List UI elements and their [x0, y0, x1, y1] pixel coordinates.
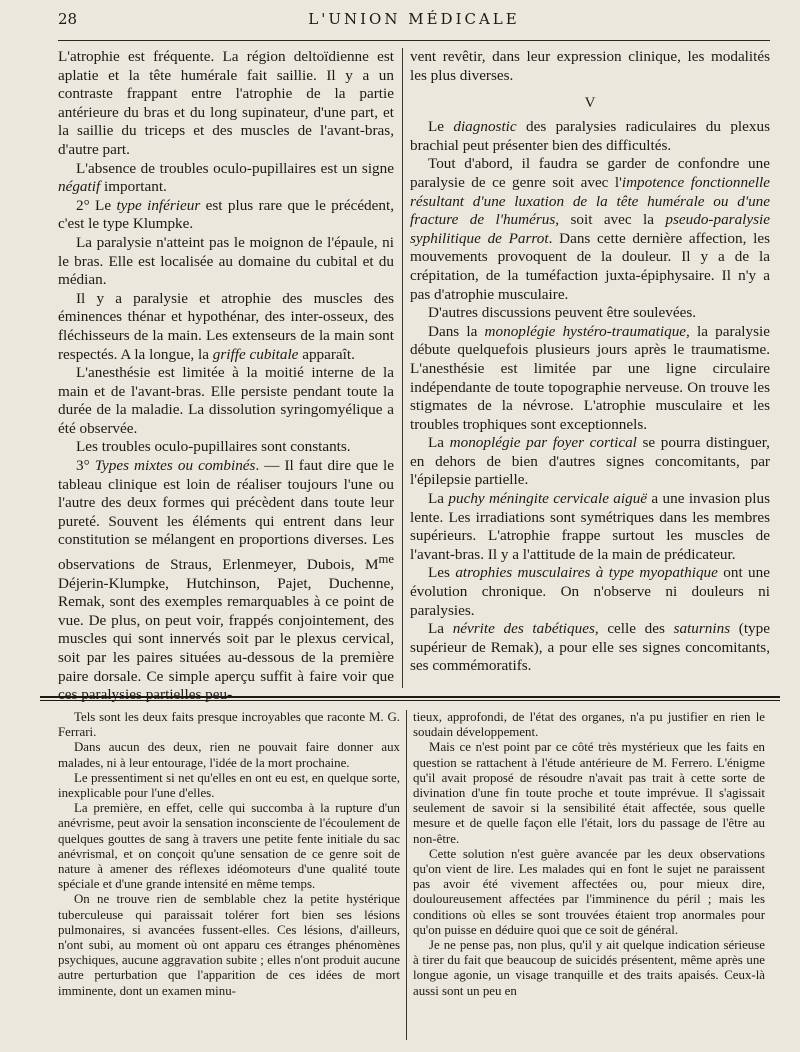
upper-right-column	[410, 48, 770, 688]
page-number: 28	[58, 10, 78, 28]
column-divider	[406, 710, 407, 1040]
paragraph: Le diagnostic des paralysies radiculaires du plexus brachial peut présenter bien des difficultés.	[410, 118, 770, 154]
upper-left-column	[58, 48, 395, 704]
paragraph: Les atrophies musculaires à type myopathique ont une évolution chronique. On n'observe ni douleurs ni paralysies.	[410, 564, 770, 619]
paragraph: Dans aucun des deux, rien ne pouvait faire donner aux malades, ni à leur entourage, l'idée de la mort prochaine.	[58, 740, 400, 770]
paragraph: Je ne pense pas, non plus, qu'il y ait quelque indication sérieuse à tirer du fait que beaucoup de suicidés présentent, même après une longue agonie, un visage tranquille et des traits apaisés. Ceux-là aussi sont un peu en	[413, 938, 765, 998]
column-divider	[402, 48, 403, 688]
paragraph: On ne trouve rien de semblable chez la petite hystérique tuberculeuse qui paraissait tolérer fort bien ses lésions pulmonaires, si avancées fussent-elles. Ces lésions, d'ailleurs, n'ont subi, au moment où ont apparu ces étranges phénomènes psychiques, aucune aggravation subite ; elles n'ont produit aucune autre perturbation que l'apparition de ces idées de mort imminente, dont un examen minu-	[58, 892, 400, 998]
paragraph: Tels sont les deux faits presque incroyables que raconte M. G. Ferrari.	[58, 710, 400, 740]
paragraph: D'autres discussions peuvent être soulevées.	[428, 304, 697, 322]
running-title: L'UNION MÉDICALE	[308, 10, 520, 28]
paragraph: Tout d'abord, il faudra se garder de confondre une paralysie de ce genre soit avec l'impotence fonctionnelle résultant d'une luxation de la tête humérale ou d'une fracture de l'humérus, soit avec la pseudo-paralysie syphilitique de Parrot. Dans cette dernière affection, les mouvements provoquent de la douleur. Il y a de la crépitation, de la tuméfaction juxta-épiphysaire. Il n'y a pas d'atrophie musculaire.	[410, 155, 771, 303]
lower-right-column	[413, 710, 765, 1040]
paragraph: L'atrophie est fréquente. La région deltoïdienne est aplatie et la tête humérale fait saillie. Il y a un contraste frappant entre l'atrophie de la partie antérieure du bras et du long supinateur, d'une part, et la saillie du triceps et des muscles de l'avant-bras, d'autre part.	[58, 48, 394, 158]
paragraph: Dans la monoplégie hystéro-traumatique, la paralysie débute quelquefois plusieurs jours après le traumatisme. L'anesthésie est limitée par une ligne circulaire indépendante de toute topographie nerveuse. On trouve les stigmates de la névrose. L'atrophie musculaire et les troubles trophiques sont exceptionnels.	[410, 322, 770, 433]
paragraph: La première, en effet, celle qui succomba à la rupture d'un anévrisme, peut avoir la sensation inconsciente de l'écoulement de quelques gouttes de sang à travers une petite fente initiale du sac anévrismal, et on conçoit qu'une sensation de ce genre soit de nature à amener des réflexes idéomoteurs d'une qualité toute spéciale et d'une grande intensité en même temps.	[58, 801, 401, 892]
paragraph: vent revêtir, dans leur expression clinique, les modalités les plus diverses.	[410, 48, 770, 84]
paragraph: tieux, approfondi, de l'état des organes, n'a pu justifier en rien le soudain développement.	[413, 710, 765, 740]
paragraph: La névrite des tabétiques, celle des saturnins (type supérieur de Remak), a pour elle ses signes concomitants, ses commémoratifs.	[410, 620, 770, 675]
paragraph: 3° Types mixtes ou combinés. — Il faut dire que le tableau clinique est loin de réaliser toujours l'une ou l'autre des deux formes qui précèdent dans toute leur pureté. Souvent les éléments qui entrent dans leur constitution se mélangent en proportions diverses. Les observations de Straus, Erlenmeyer, Dubois, $M^{me}$ Déjerin-Klumpke, Hutchinson, Pajet, Duchenne, Remak, sont des exemples remarquables à ce point de vue. De plus, on peut voir, frappés conjointement, des muscles qui sont innervés soit par le plexus cervical, soit par les paires situées au-dessous de la première paire dorsale. Ce simple aperçu suffit à faire voir que ces paralysies partielles peu-	[58, 457, 395, 704]
paragraph: La puchy méningite cervicale aiguë a une invasion plus lente. Les irradiations sont symétriques dans les membres supérieurs. L'atrophie frappe surtout les muscles de l'avant-bras. Il y a l'attitude de la main de prédicateur.	[410, 490, 770, 563]
paragraph: L'anesthésie est limitée à la moitié interne de la main et de l'avant-bras. Elle persiste pendant toute la durée de la maladie. La dissolution syringomyélique a été observée.	[58, 364, 394, 437]
paragraph: Les troubles oculo-pupillaires sont constants.	[76, 438, 351, 456]
lower-left-column	[58, 710, 400, 1040]
section-separator	[40, 696, 780, 701]
page-header	[58, 8, 770, 32]
section-heading: V	[584, 95, 596, 112]
paragraph: Mais ce n'est point par ce côté très mystérieux que les faits en question se rattachent à l'étude antérieure de M. Ferrero. L'énigme qu'il avait proposé de résoudre n'avait pas trait à cette sorte de divination d'une fin toute proche et toute imprévue. Il s'agissait seulement de savoir si la sensibilité était affectée, sous quelle mesure et de quelle façon elle l'était, lors du passage de l'être au non-être.	[413, 740, 765, 846]
paragraph: L'absence de troubles oculo-pupillaires est un signe négatif important.	[58, 159, 394, 196]
header-rule	[58, 40, 770, 41]
paragraph: Il y a paralysie et atrophie des muscles des éminences thénar et hypothénar, des inter-osseux, des fléchisseurs de la main. Les extenseurs de la main sont respectés. A la longue, la griffe cubitale apparaît.	[58, 289, 394, 363]
paragraph: La monoplégie par foyer cortical se pourra distinguer, en dehors de bien d'autres signes concomitants, par l'épilepsie partielle.	[410, 434, 770, 489]
article-upper	[58, 48, 771, 704]
paragraph: Le pressentiment si net qu'elles en ont eu est, en quelque sorte, inexplicable pour l'une d'elles.	[58, 770, 400, 801]
paragraph: 2° Le type inférieur est plus rare que le précédent, c'est le type Klumpke.	[58, 196, 394, 233]
feuilleton-lower	[40, 710, 770, 1040]
paragraph: Cette solution n'est guère avancée par les deux observations qu'on vient de lire. Les malades qui en font le sujet ne paraissent pas avoir été vivement affectées ou, pour mieux dire, douloureusement affectées par l'imminence du péril ; mais les conditions où elles se sont trouvées étaient trop anormales pour qu'on puisse en déduire quoi que ce soit de général.	[413, 846, 765, 937]
paragraph: La paralysie n'atteint pas le moignon de l'épaule, ni le bras. Elle est localisée au domaine du cubital et du médian.	[58, 233, 394, 289]
